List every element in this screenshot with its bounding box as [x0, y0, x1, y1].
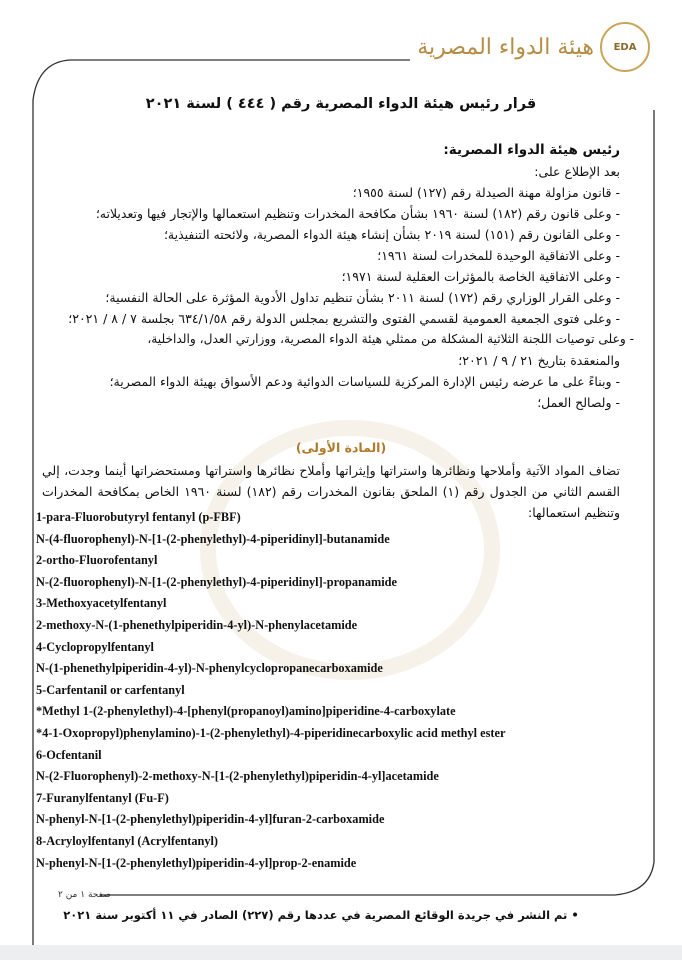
decree-title: قرار رئيس هيئة الدواء المصرية رقم ( ٤٤٤ ) لسنة ٢٠٢١ — [145, 96, 537, 112]
substance-line: 6-Ocfentanil — [36, 747, 102, 762]
eda-seal-icon: EDA — [600, 22, 650, 72]
page-number: صفحة ١ من ٢ — [58, 890, 111, 900]
substance-line: N-(2-Fluorophenyl)-2-methoxy-N-[1-(2-phenylethyl)piperidin-4-yl]acetamide — [36, 769, 439, 784]
bottom-strip — [0, 945, 682, 960]
substance-line: *Methyl 1-(2-phenylethyl)-4-[phenyl(propanoyl)amino]piperidine-4-carboxylate — [36, 704, 456, 719]
substance-line: 8-Acryloylfentanyl (Acrylfentanyl) — [36, 834, 219, 848]
eda-logo — [417, 22, 650, 72]
substance-line: 2-ortho-Fluorofentanyl — [36, 553, 158, 568]
preamble-item: والمنعقدة بتاريخ ٢١ / ٩ / ٢٠٢١؛ — [458, 353, 620, 368]
preamble-item: - ولصالح العمل؛ — [537, 395, 620, 410]
preamble-item: - وعلى الاتفاقية الوحيدة للمخدرات لسنة ١٩٦١؛ — [377, 248, 620, 263]
substance-line: N-(4-fluorophenyl)-N-[1-(2-phenylethyl)-4-piperidinyl]-butanamide — [36, 531, 390, 546]
preamble-item: - وعلى توصيات اللجنة الثلاثية المشكلة من ممثلي هيئة الدواء المصرية، ووزارتي العدل، والداخلية، — [147, 332, 634, 346]
substance-line: N-phenyl-N-[1-(2-phenylethyl)piperidin-4-yl]prop-2-enamide — [36, 855, 357, 870]
preamble-item: - قانون مزاولة مهنة الصيدلة رقم (١٢٧) لسنة ١٩٥٥؛ — [352, 185, 620, 200]
substance-line: 2-methoxy-N-(1-phenethylpiperidin-4-yl)-N-phenylacetamide — [36, 618, 358, 632]
preamble-item: - وعلى الاتفاقية الخاصة بالمؤثرات العقلية لسنة ١٩٧١؛ — [341, 269, 620, 284]
article-text: تضاف المواد الآتية وأملاحها ونظائرها واستراتها وإيثراتها وأملاح نظائرها واستراتها ومستحضراتها أينما وجدت، إلي القسم الثاني من الجدول رقم (١) الملحق بقانون المخدرات رقم (١٨٢) لسنة ١٩٦٠ الخاص بمكافحة المخدرات وتنظيم استعمالها: — [42, 463, 620, 520]
preamble-item: - وعلى قانون رقم (١٨٢) لسنة ١٩٦٠ بشأن مكافحة المخدرات وتنظيم استعمالها والإتجار فيها وتعديلاته؛ — [95, 206, 620, 221]
preamble-item: - وبناءً على ما عرضه رئيس الإدارة المركزية للسياسات الدوائية ودعم الأسواق بهيئة الدواء المصرية؛ — [109, 374, 620, 389]
logo-text: هيئة الدواء المصرية — [417, 34, 594, 60]
article-heading: (المادة الأولى) — [295, 440, 387, 455]
substance-line: N-phenyl-N-[1-(2-phenylethyl)piperidin-4-yl]furan-2-carboxamide — [36, 812, 385, 827]
watermark-seal — [200, 420, 500, 680]
substance-line: N-(1-phenethylpiperidin-4-yl)-N-phenylcyclopropanecarboxamide — [36, 661, 383, 676]
substance-line: N-(2-fluorophenyl)-N-[1-(2-phenylethyl)-4-piperidinyl]-propanamide — [36, 574, 397, 589]
substance-line: 5-Carfentanil or carfentanyl — [36, 682, 185, 697]
substance-line: 4-Cyclopropylfentanyl — [36, 639, 154, 654]
preamble-heading: رئيس هيئة الدواء المصرية: — [443, 142, 620, 158]
substance-line: 7-Furanylfentanyl (Fu-F) — [36, 790, 169, 805]
preamble-item: - وعلى فتوى الجمعية العمومية لقسمي الفتوى والتشريع بمجلس الدولة رقم ٦٣٤/١/٥٨ بجلسة ٧ / ٨ / ٢٠٢١؛ — [68, 311, 620, 326]
substance-line: 1-para-Fluorobutyryl fentanyl (p-FBF) — [36, 510, 241, 524]
substance-line: 3-Methoxyacetylfentanyl — [36, 596, 167, 611]
publication-note: • تم النشر في جريدة الوقائع المصرية في عددها رقم (٢٢٧) الصادر في ١١ أكتوبر سنة ٢٠٢١ — [63, 908, 579, 922]
preamble-item: - وعلى القانون رقم (١٥١) لسنة ٢٠١٩ بشأن إنشاء هيئة الدواء المصرية، ولائحته التنفيذية؛ — [163, 227, 620, 242]
preamble-item: - وعلى القرار الوزاري رقم (١٧٢) لسنة ٢٠١١ بشأن تنظيم تداول الأدوية المؤثرة على الحالة النفسية؛ — [105, 290, 620, 305]
preamble-intro: بعد الإطلاع على: — [534, 164, 620, 179]
substance-line: *4-1-Oxopropyl)phenylamino)-1-(2-phenylethyl)-4-piperidinecarboxylic acid methyl ester — [36, 726, 506, 740]
